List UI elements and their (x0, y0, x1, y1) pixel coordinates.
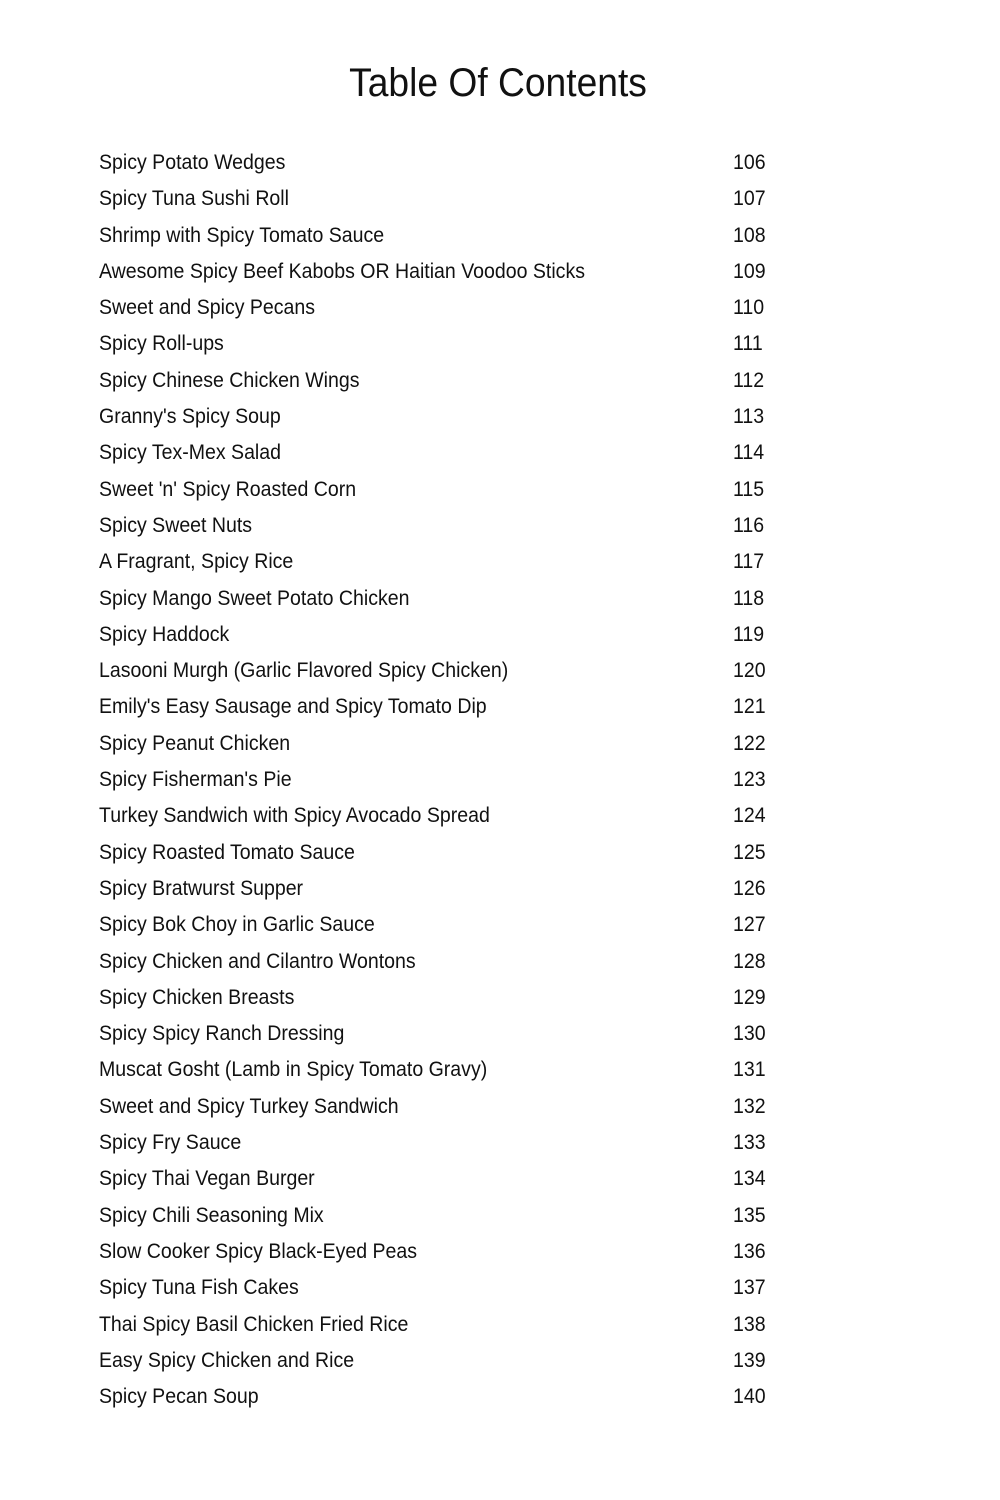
toc-entry (99, 181, 779, 217)
toc-entry (99, 1234, 779, 1270)
toc-entry-page-number: 123 (733, 768, 766, 792)
toc-entry-page-number: 106 (733, 151, 766, 174)
toc-entry-page-number: 132 (733, 1094, 766, 1118)
toc-entry-title: Spicy Sweet Nuts (99, 513, 253, 537)
toc-entry-title: Sweet and Spicy Pecans (99, 296, 316, 320)
page-title: Table Of Contents (349, 61, 647, 105)
toc-entry-page-number: 114 (733, 441, 765, 465)
toc-entry-page-number: 116 (733, 513, 765, 537)
toc-entry (99, 944, 779, 980)
toc-entry (99, 1198, 779, 1234)
toc-entry (99, 1270, 779, 1306)
toc-entry-page-number: 108 (733, 223, 766, 247)
toc-entry (99, 508, 779, 544)
toc-entry-title: Granny's Spicy Soup (99, 405, 281, 429)
toc-entry (99, 1052, 779, 1088)
toc-entry-page-number: 118 (733, 586, 765, 610)
toc-entry-page-number: 134 (733, 1167, 766, 1191)
toc-entry (99, 1016, 779, 1052)
toc-entry-title: Thai Spicy Basil Chicken Fried Rice (99, 1312, 409, 1336)
toc-entry (99, 254, 779, 290)
toc-entry-page-number: 133 (733, 1131, 766, 1155)
toc-entry-page-number: 121 (733, 695, 766, 719)
toc-entry-page-number: 124 (733, 804, 766, 828)
toc-entry-page-number: 129 (733, 985, 766, 1009)
toc-entry-page-number: 135 (733, 1203, 766, 1227)
toc-entry-page-number: 110 (733, 296, 765, 320)
toc-entry (99, 980, 779, 1016)
toc-entry-title: Spicy Spicy Ranch Dressing (99, 1022, 345, 1046)
toc-entry (99, 617, 779, 653)
toc-entry-title: Lasooni Murgh (Garlic Flavored Spicy Chicken) (99, 659, 509, 683)
toc-entry-page-number: 137 (733, 1276, 766, 1300)
toc-entry-title: Sweet and Spicy Turkey Sandwich (99, 1094, 399, 1118)
toc-entry-title: Awesome Spicy Beef Kabobs OR Haitian Voodoo Sticks (99, 259, 585, 283)
toc-entry-page-number: 117 (733, 550, 765, 574)
toc-entry-page-number: 115 (733, 477, 765, 501)
toc-entry-title: Spicy Chinese Chicken Wings (99, 368, 360, 392)
toc-entry (99, 326, 779, 362)
toc-entry (99, 835, 779, 871)
toc-entry (99, 290, 779, 326)
toc-entry-title: Spicy Roll-ups (99, 332, 224, 356)
toc-entry (99, 1307, 779, 1343)
toc-entry-page-number: 140 (733, 1385, 766, 1409)
toc-entry-title: Spicy Mango Sweet Potato Chicken (99, 586, 410, 610)
toc-entry-title: Slow Cooker Spicy Black-Eyed Peas (99, 1239, 418, 1263)
toc-entry (99, 218, 779, 254)
toc-entry-title: Spicy Tuna Fish Cakes (99, 1276, 299, 1300)
toc-entry (99, 145, 779, 181)
toc-entry (99, 762, 779, 798)
toc-entry-title: Emily's Easy Sausage and Spicy Tomato Dip (99, 695, 487, 719)
toc-entry-page-number: 113 (733, 405, 765, 429)
toc-entry-page-number: 128 (733, 949, 766, 973)
toc-entry (99, 653, 779, 689)
toc-entry-title: Spicy Fisherman's Pie (99, 768, 292, 792)
toc-entry-page-number: 109 (733, 259, 766, 283)
toc-entry (99, 435, 779, 471)
toc-entry-title: Sweet 'n' Spicy Roasted Corn (99, 477, 357, 501)
toc-entry (99, 871, 779, 907)
toc-entry-title: Spicy Fry Sauce (99, 1131, 242, 1155)
toc-entry-page-number: 136 (733, 1239, 766, 1263)
toc-entry-title: Spicy Thai Vegan Burger (99, 1167, 315, 1191)
toc-entry-page-number: 139 (733, 1348, 766, 1372)
toc-entry (99, 907, 779, 943)
toc-entry-page-number: 125 (733, 840, 766, 864)
toc-entry-page-number: 126 (733, 876, 766, 900)
toc-entry (99, 1125, 779, 1161)
toc-entry-page-number: 131 (733, 1058, 766, 1082)
toc-entry (99, 1343, 779, 1379)
toc-entry (99, 472, 779, 508)
toc-entry-title: Spicy Potato Wedges (99, 151, 286, 174)
toc-entry-title: Spicy Chicken and Cilantro Wontons (99, 949, 416, 973)
toc-entry-title: Spicy Tuna Sushi Roll (99, 187, 289, 211)
toc-entry-title: Easy Spicy Chicken and Rice (99, 1348, 355, 1372)
toc-entry-title: Spicy Chicken Breasts (99, 985, 295, 1009)
toc-entry-page-number: 112 (733, 368, 765, 392)
toc-entry-page-number: 130 (733, 1022, 766, 1046)
toc-entry-page-number: 107 (733, 187, 766, 211)
toc-entry-title: Spicy Peanut Chicken (99, 731, 291, 755)
toc-entry (99, 581, 779, 617)
toc-entry (99, 544, 779, 580)
toc-entry (99, 1089, 779, 1125)
toc-entry-title: Spicy Haddock (99, 622, 230, 646)
toc-entry-title: Muscat Gosht (Lamb in Spicy Tomato Gravy) (99, 1058, 488, 1082)
toc-entry-title: A Fragrant, Spicy Rice (99, 550, 294, 574)
toc-entry-title: Shrimp with Spicy Tomato Sauce (99, 223, 385, 247)
toc-list (99, 145, 779, 1415)
toc-entry-title: Turkey Sandwich with Spicy Avocado Spread (99, 804, 490, 828)
toc-entry (99, 689, 779, 725)
toc-entry (99, 798, 779, 834)
toc-entry-title: Spicy Bratwurst Supper (99, 876, 304, 900)
toc-entry-title: Spicy Bok Choy in Garlic Sauce (99, 913, 375, 937)
toc-entry-page-number: 127 (733, 913, 766, 937)
toc-entry-title: Spicy Pecan Soup (99, 1385, 259, 1409)
toc-entry-page-number: 111 (733, 332, 763, 356)
toc-entry (99, 399, 779, 435)
toc-entry (99, 1379, 779, 1415)
toc-entry-title: Spicy Tex-Mex Salad (99, 441, 282, 465)
toc-entry (99, 726, 779, 762)
toc-entry-title: Spicy Roasted Tomato Sauce (99, 840, 355, 864)
toc-entry (99, 1161, 779, 1197)
toc-entry-page-number: 119 (733, 622, 765, 646)
toc-entry-page-number: 138 (733, 1312, 766, 1336)
toc-entry (99, 363, 779, 399)
toc-entry-page-number: 120 (733, 659, 766, 683)
toc-entry-title: Spicy Chili Seasoning Mix (99, 1203, 324, 1227)
toc-entry-page-number: 122 (733, 731, 766, 755)
